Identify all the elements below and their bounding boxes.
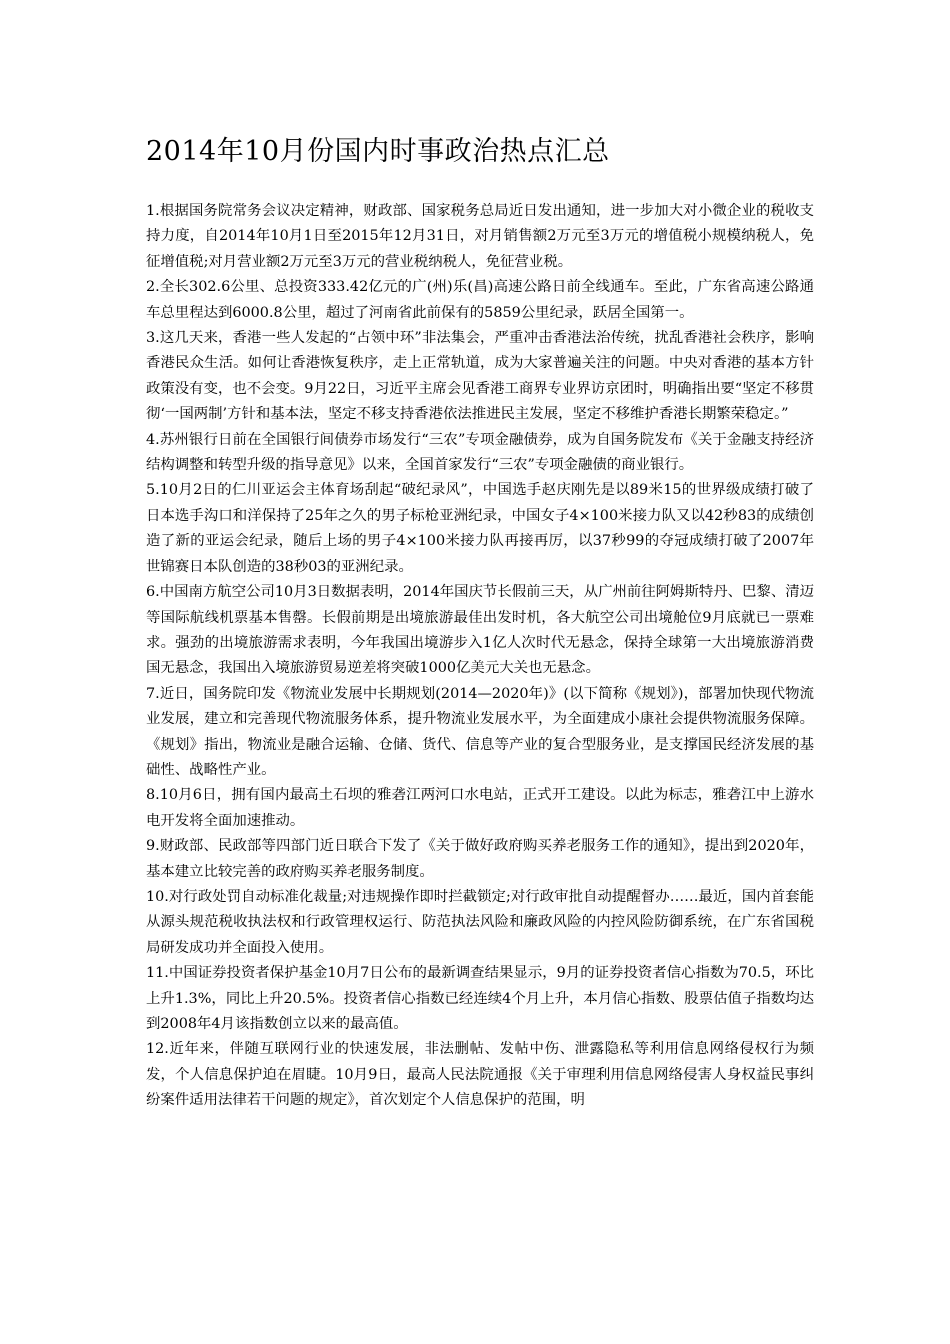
news-item-1: 1.根据国务院常务会议决定精神，财政部、国家税务总局近日发出通知，进一步加大对小微企业的税收支持力度，自2014年10月1日至2015年12月31日，对月销售额2万元至3万元的增值税小规模纳税人，免征增值税;对月营业额2万元至3万元的营业税纳税人，免征营业税。	[146, 203, 814, 270]
news-item-6: 6.中国南方航空公司10月3日数据表明，2014年国庆节长假前三天，从广州前往阿姆斯特丹、巴黎、清迈等国际航线机票基本售罄。长假前期是出境旅游最佳出发时机，各大航空公司出境舱位9月底就已一票难求。强劲的出境旅游需求表明，今年我国出境游步入1亿人次时代无悬念，保持全球第一大出境旅游消费国无悬念，我国出入境旅游贸易逆差将突破1000亿美元大关也无悬念。	[146, 584, 814, 677]
document-body	[146, 199, 814, 1114]
news-item-8: 8.10月6日，拥有国内最高土石坝的雅砻江两河口水电站，正式开工建设。以此为标志，雅砻江中上游水电开发将全面加速推动。	[146, 787, 814, 829]
news-item-2: 2.全长302.6公里、总投资333.42亿元的广(州)乐(昌)高速公路日前全线通车。至此，广东省高速公路通车总里程达到6000.8公里，超过了河南省此前保有的5859公里纪录，跃居全国第一。	[146, 279, 814, 321]
news-item-10: 10.对行政处罚自动标准化裁量;对违规操作即时拦截锁定;对行政审批自动提醒督办……最近，国内首套能从源头规范税收执法权和行政管理权运行、防范执法风险和廉政风险的内控风险防御系统，在广东省国税局研发成功并全面投入使用。	[146, 888, 814, 956]
news-item-3: 3.这几天来，香港一些人发起的“占领中环”非法集会，严重冲击香港法治传统，扰乱香港社会秩序，影响香港民众生活。如何让香港恢复秩序，走上正常轨道，成为大家普遍关注的问题。中央对香港的基本方针政策没有变，也不会变。9月22日，习近平主席会见香港工商界专业界访京团时，明确指出要“坚定不移贯彻‘一国两制’方针和基本法，坚定不移支持香港依法推进民主发展，坚定不移维护香港长期繁荣稳定。”	[146, 330, 815, 423]
news-item-7: 7.近日，国务院印发《物流业发展中长期规划(2014—2020年)》(以下简称《规划》)，部署加快现代物流业发展，建立和完善现代物流服务体系，提升物流业发展水平，为全面建成小康社会提供物流服务保障。《规划》指出，物流业是融合运输、仓储、货代、信息等产业的复合型服务业，是支撑国民经济发展的基础性、战略性产业。	[146, 685, 814, 778]
news-item-9: 9.财政部、民政部等四部门近日联合下发了《关于做好政府购买养老服务工作的通知》，提出到2020年，基本建立比较完善的政府购买养老服务制度。	[146, 838, 814, 880]
news-item-11: 11.中国证券投资者保护基金10月7日公布的最新调查结果显示，9月的证券投资者信心指数为70.5，环比上升1.3%，同比上升20.5%。投资者信心指数已经连续4个月上升，本月信心指数、股票估值子指数均达到2008年4月该指数创立以来的最高值。	[146, 965, 814, 1032]
document-title: 2014年10月份国内时事政治热点汇总	[146, 136, 610, 167]
news-item-12: 12.近年来，伴随互联网行业的快速发展，非法删帖、发帖中伤、泄露隐私等利用信息网络侵权行为频发，个人信息保护迫在眉睫。10月9日，最高人民法院通报《关于审理利用信息网络侵害人身权益民事纠纷案件适用法律若干问题的规定》，首次划定个人信息保护的范围，明	[146, 1041, 814, 1109]
news-item-5: 5.10月2日的仁川亚运会主体育场刮起“破纪录风”，中国选手赵庆刚先是以89米15的世界级成绩打破了日本选手沟口和洋保持了25年之久的男子标枪亚洲纪录，中国女子4×100米接力队又以42秒83的成绩创造了新的亚运会纪录，随后上场的男子4×100米接力队再接再厉，以37秒99的夺冠成绩打破了2007年世锦赛日本队创造的38秒03的亚洲纪录。	[146, 482, 814, 575]
news-item-4: 4.苏州银行日前在全国银行间债券市场发行“三农”专项金融债券，成为自国务院发布《关于金融支持经济结构调整和转型升级的指导意见》以来，全国首家发行“三农”专项金融债的商业银行。	[146, 431, 814, 474]
